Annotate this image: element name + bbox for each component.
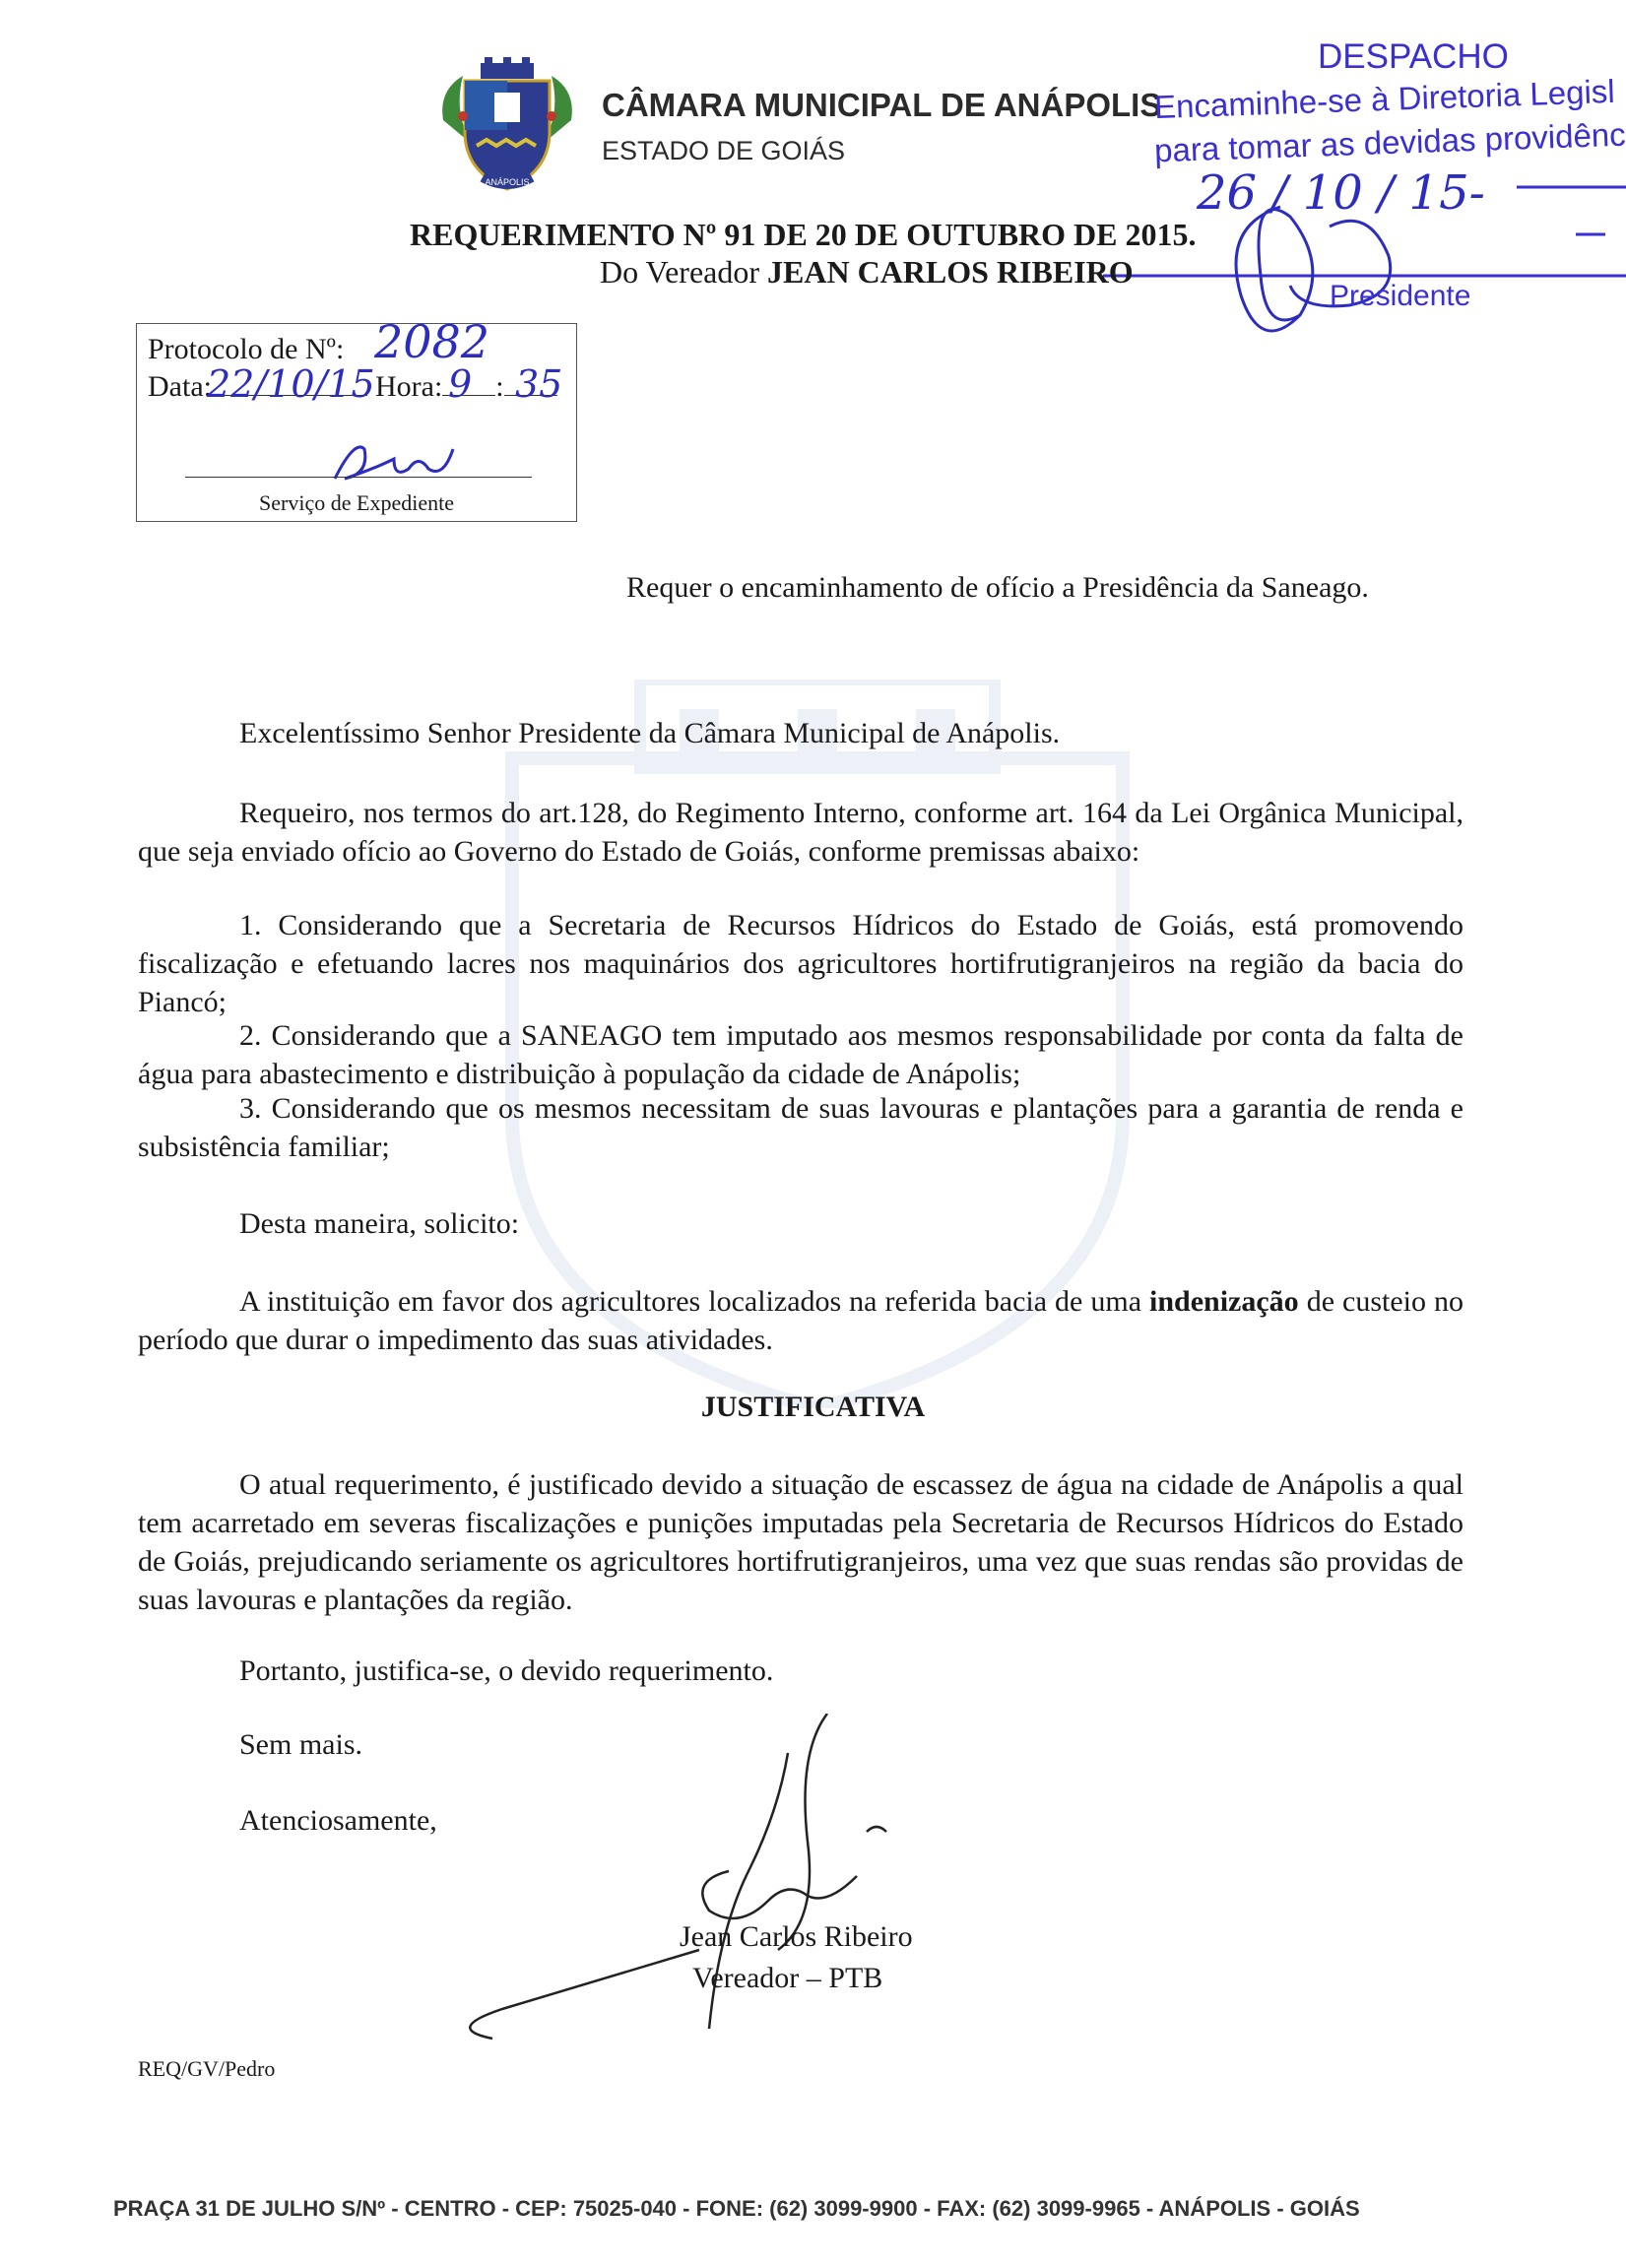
requirement-author (600, 254, 1134, 291)
signer-role: Vereador – PTB (692, 1962, 883, 1994)
stamp-role: Presidente (1330, 280, 1471, 312)
item-2: 2. Considerando que a SANEAGO tem imputado aos mesmos responsabilidade por conta da falta de água para abastecimento e distribuição à população da cidade de Anápolis; (138, 1019, 1463, 1090)
stamp-handwritten-date: 26 / 10 / 15- (1197, 165, 1485, 221)
item-3: 3. Considerando que os mesmos necessitam de suas lavouras e plantações para a garantia de renda e subsistência familiar; (138, 1092, 1463, 1163)
stamp-title: DESPACHO (1318, 37, 1509, 76)
protocol-number-value: 2082 (374, 315, 490, 368)
request-text-bold: indenização (1149, 1285, 1299, 1318)
stamp-line-1: Encaminhe-se à Diretoria Legisl (1153, 72, 1616, 126)
protocol-service-label: Serviço de Expediente (259, 490, 454, 515)
protocol-minute-value: 35 (515, 362, 563, 406)
protocol-date-row: Data: Hora: : (148, 370, 557, 404)
closing-sem-mais: Sem mais. (239, 1728, 362, 1761)
stamp-line-2: para tomar as devidas providênc (1153, 115, 1626, 169)
request-text-start: A instituição em favor dos agricultores localizados na referida bacia de uma (239, 1285, 1150, 1318)
subject-line: Requer o encaminhamento de ofício a Presidência da Saneago. (626, 571, 1369, 604)
vereador-signature (433, 1714, 985, 2068)
protocol-date-label: Data: (148, 370, 212, 403)
org-state: ESTADO DE GOIÁS (602, 136, 846, 165)
protocol-initials-signature (325, 429, 483, 488)
justification-paragraph: O atual requerimento, é justificado devido a situação de escassez de água na cidade de Anápolis a qual tem acarretado em severas fiscalizações e punições imputadas pela Secretaria de Recursos Hídricos do Estado de Goiás, prejudicando seriamente os agricultores hortifrutigranjeiros, uma vez que suas rendas são providas de suas lavouras e plantações da região. (138, 1468, 1463, 1616)
request-lead-in: Desta maneira, solicito: (239, 1207, 520, 1240)
request-paragraph (138, 1282, 1463, 1359)
protocol-date-value: 22/10/15 (207, 362, 375, 406)
signer-name: Jean Carlos Ribeiro (680, 1920, 913, 1953)
item-1: 1. Considerando que a Secretaria de Recursos Hídricos do Estado de Goiás, está promovendo fiscalização e efetuando lacres nos maquinários dos agricultores hortifrutigranjeiros na região da bacia do Piancó; (138, 909, 1463, 1018)
protocol-number-label: Protocolo de Nº: (148, 333, 345, 365)
intro-paragraph: Requeiro, nos termos do art.128, do Regimento Interno, conforme art. 164 da Lei Orgânica Municipal, que seja enviado ofício ao Governo do Estado de Goiás, conforme premissas abaixo: (138, 797, 1463, 868)
org-name: CÂMARA MUNICIPAL DE ANÁPOLIS (602, 87, 1162, 123)
request-text-end: de custeio no período que durar o impedimento das suas atividades. (138, 1285, 1463, 1356)
justification-heading: JUSTIFICATIVA (700, 1391, 926, 1423)
closing-regards: Atenciosamente, (239, 1804, 437, 1837)
protocol-hour-label: Hora: (374, 370, 443, 403)
document-reference: REQ/GV/Pedro (138, 2056, 276, 2081)
footer-address: PRAÇA 31 DE JULHO S/Nº - CENTRO - CEP: 75025-040 - FONE: (62) 3099-9900 - FAX: (62) 3099-9965 - ANÁPOLIS - GOIÁS (113, 2196, 1360, 2221)
requirement-title: REQUERIMENTO Nº 91 DE 20 DE OUTUBRO DE 2015. (410, 217, 1197, 252)
closing-justification: Portanto, justifica-se, o devido requerimento. (239, 1654, 774, 1687)
protocol-signature-line (185, 477, 532, 478)
author-prefix: Do Vereador (600, 254, 760, 290)
greeting: Excelentíssimo Senhor Presidente da Câmara Municipal de Anápolis. (239, 717, 1061, 749)
municipal-crest-icon (433, 51, 581, 199)
crest-label: ANÁPOLIS (485, 177, 530, 187)
author-name: JEAN CARLOS RIBEIRO (767, 254, 1134, 290)
stamp-signature-mark (1103, 167, 1626, 374)
protocol-hour-value: 9 (448, 362, 473, 406)
